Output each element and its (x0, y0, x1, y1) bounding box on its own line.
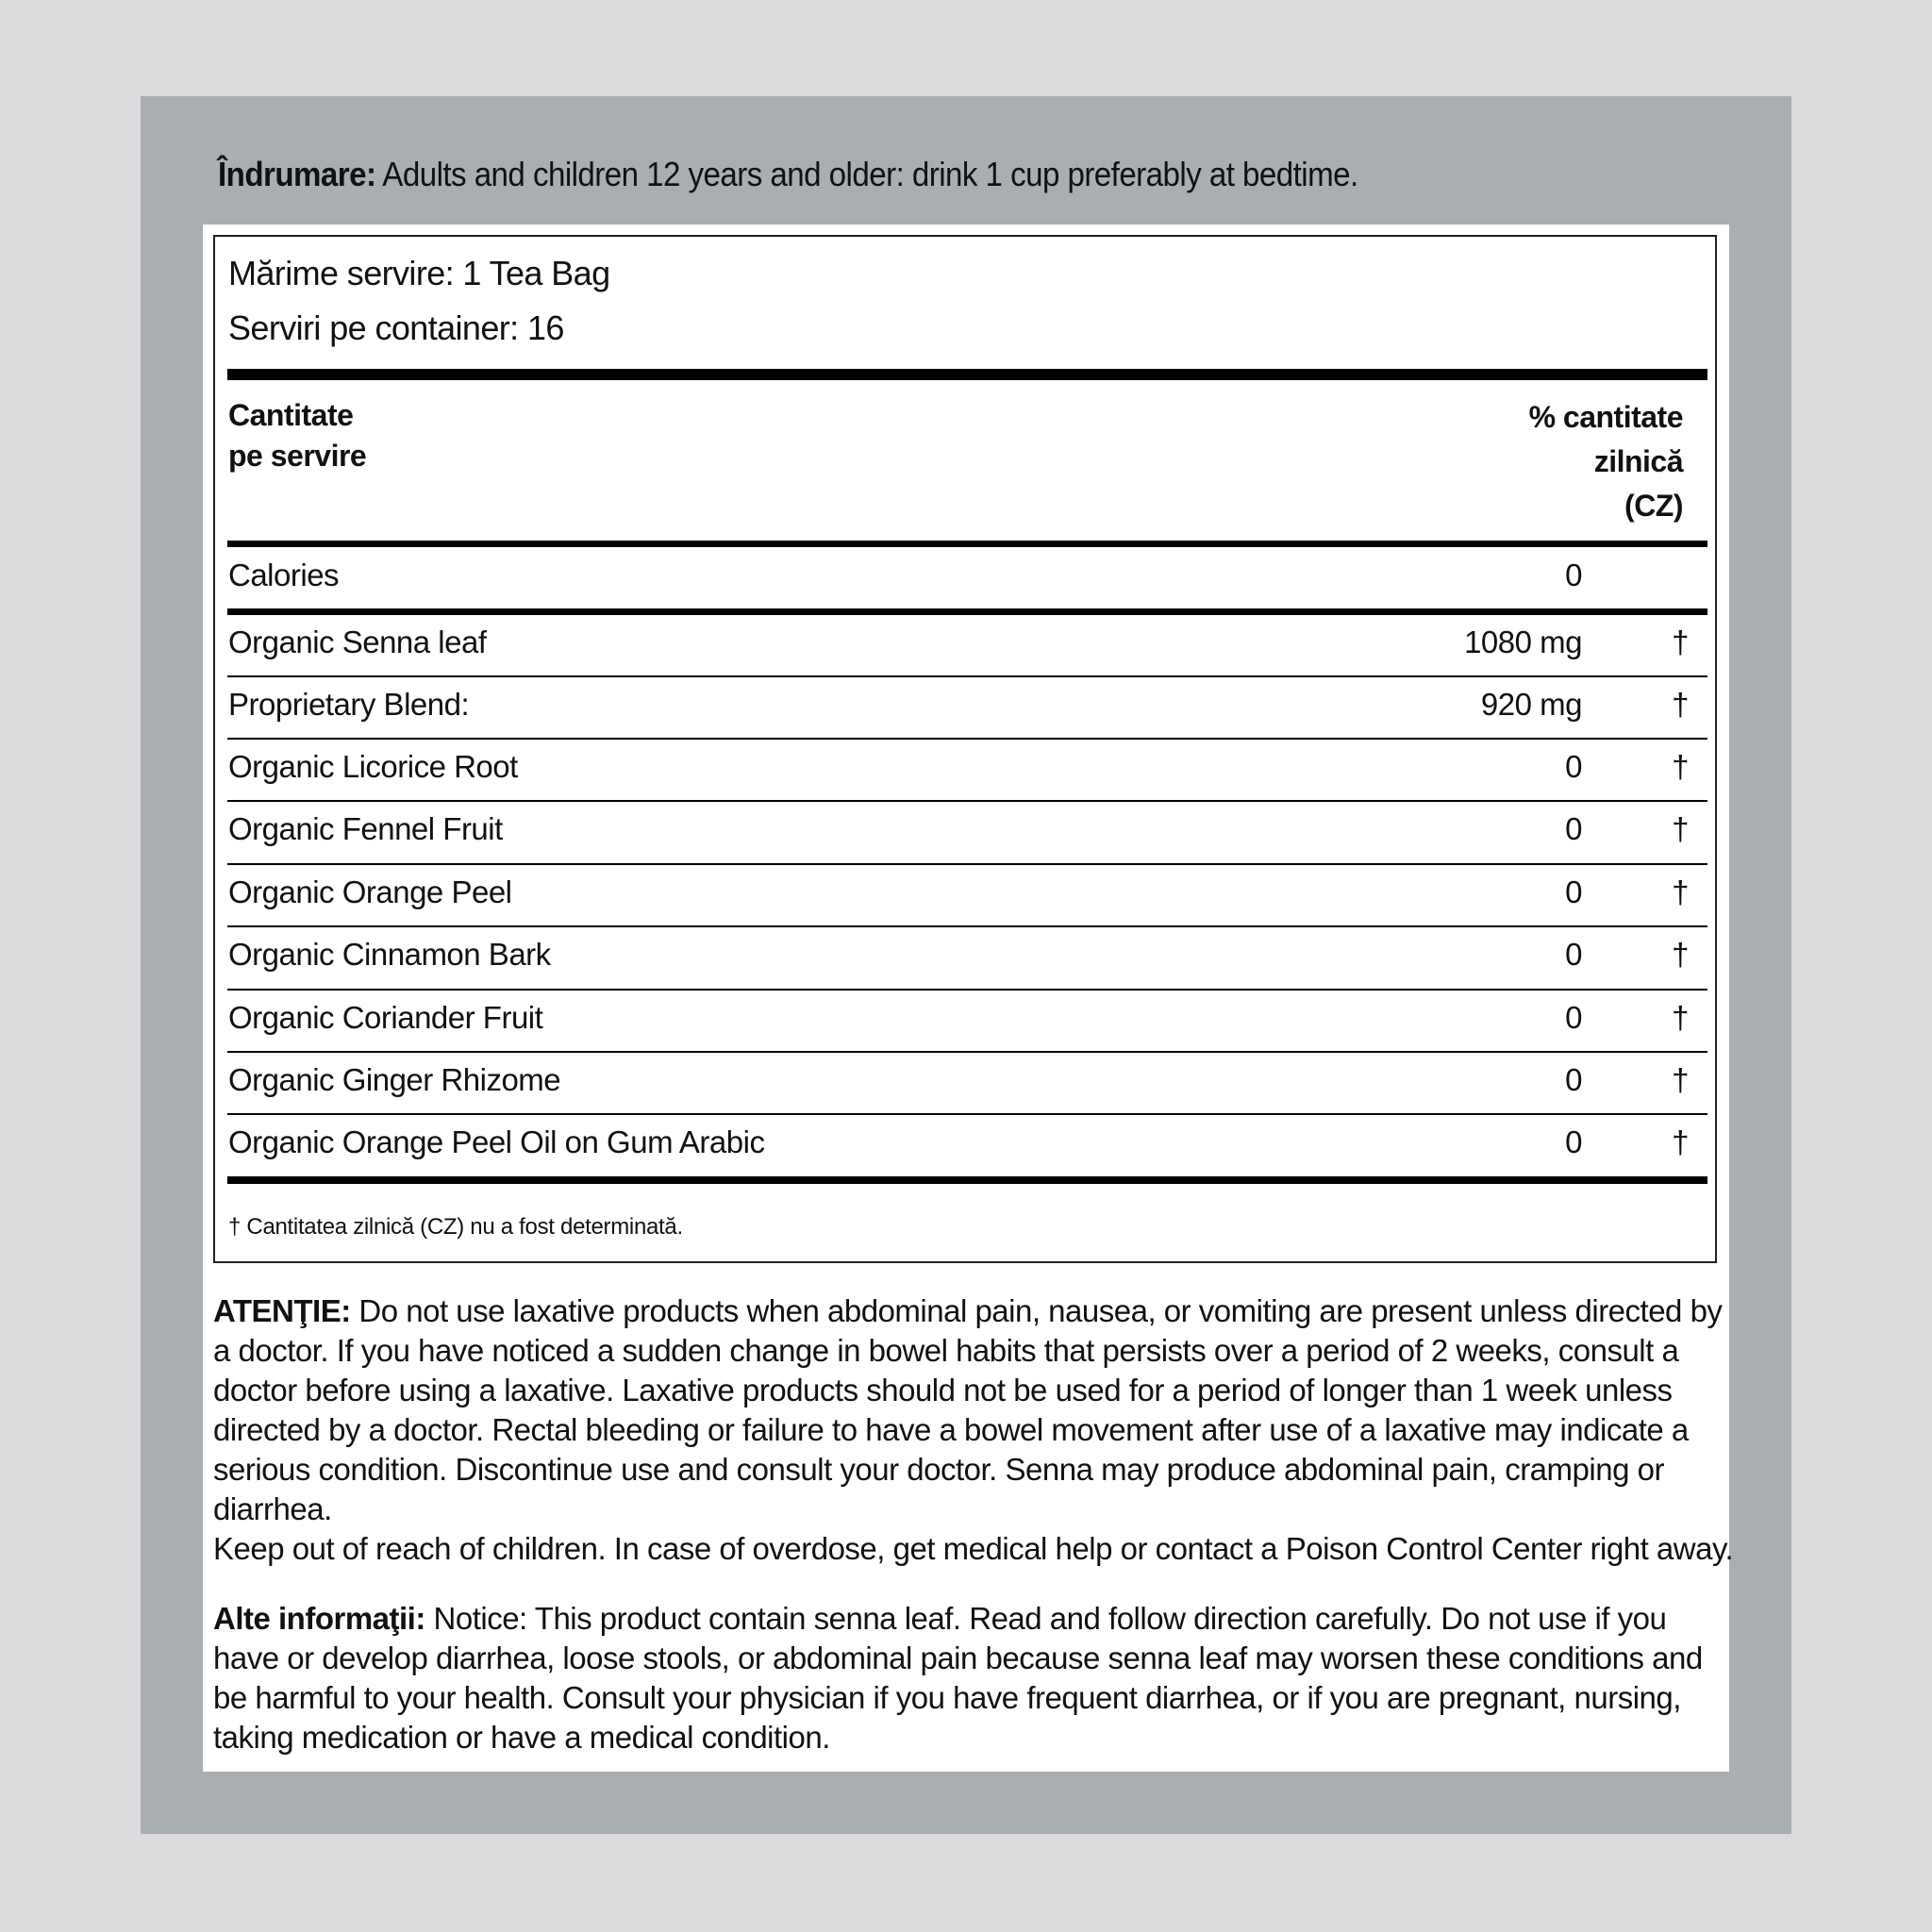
table-row (227, 740, 1707, 800)
table-row (227, 991, 1707, 1051)
keep-out-of-reach: Keep out of reach of children. In case of overdose, get medical help or contact a Poison Control Center right away. (213, 1531, 1734, 1566)
daily-value-header (1529, 395, 1683, 528)
ingredient-name: Organic Orange Peel (228, 874, 512, 909)
ingredient-amount: 0 (1565, 937, 1582, 972)
table-row (227, 865, 1707, 925)
direction-text: Adults and children 12 years and older: drink 1 cup preferably at bedtime. (375, 155, 1358, 193)
warning-paragraph (213, 1291, 1723, 1529)
ingredient-name: Organic Orange Peel Oil on Gum Arabic (228, 1124, 765, 1159)
direction-label: Îndrumare: (218, 155, 376, 193)
other-info-paragraph (213, 1599, 1723, 1757)
ingredient-amount: 0 (1565, 1124, 1582, 1159)
thick-divider (227, 369, 1707, 380)
header-right-line-2: zilnică (1593, 444, 1683, 478)
table-row (227, 927, 1707, 988)
ingredient-dv: † (1672, 874, 1689, 909)
serving-size: Mărime servire: 1 Tea Bag (228, 254, 610, 292)
other-info-label: Alte informaţii: (213, 1601, 425, 1636)
ingredient-name: Organic Senna leaf (228, 625, 487, 659)
ingredient-dv: † (1672, 1062, 1689, 1097)
table-row (227, 548, 1707, 608)
medium-divider (227, 608, 1707, 615)
warning-label: ATENŢIE: (213, 1293, 351, 1328)
ingredient-amount: 0 (1565, 558, 1582, 592)
table-row (227, 1115, 1707, 1175)
other-info-text: Notice: This product contain senna leaf. Read and follow direction carefully. Do not use if you have or develop diarrhea, loose stools, or abdominal pain because senna leaf may worsen these conditions and be harmful to your health. Consult your physician if you have frequent diarrhea, or if you are pregnant, nursing, taking medication or have a medical condition. (213, 1601, 1703, 1755)
ingredient-dv: † (1672, 1000, 1689, 1035)
ingredient-name: Organic Coriander Fruit (228, 1000, 543, 1035)
ingredient-name: Organic Cinnamon Bark (228, 937, 551, 972)
supplement-facts-box (213, 235, 1717, 1263)
ingredient-dv: † (1672, 687, 1689, 722)
ingredient-dv: † (1672, 937, 1689, 972)
daily-value-footnote: † Cantitatea zilnică (CZ) nu a fost determinată. (228, 1214, 683, 1240)
ingredient-dv: † (1672, 811, 1689, 846)
ingredient-amount: 0 (1565, 749, 1582, 784)
header-left-line-1: Cantitate (228, 398, 354, 432)
header-right-line-3: (CZ) (1624, 489, 1683, 523)
thick-divider (227, 1176, 1707, 1184)
table-row (227, 1053, 1707, 1113)
servings-per-container: Serviri pe container: 16 (228, 308, 564, 347)
warning-text: Do not use laxative products when abdominal pain, nausea, or vomiting are present unless directed by a doctor. If you have noticed a sudden change in bowel habits that persists over a period of 2 weeks, consult a doctor before using a laxative. Laxative products should not be used for a period of longer than 1 week unless directed by a doctor. Rectal bleeding or failure to have a bowel movement after use of a laxative may indicate a serious condition. Discontinue use and consult your doctor. Senna may produce abdominal pain, cramping or diarrhea. (213, 1293, 1723, 1526)
medium-divider (227, 541, 1707, 547)
ingredient-dv: † (1672, 1124, 1689, 1159)
ingredient-dv: † (1672, 749, 1689, 784)
table-row (227, 802, 1707, 862)
ingredient-name: Organic Ginger Rhizome (228, 1062, 561, 1097)
header-left-line-2: pe servire (228, 439, 367, 473)
table-row (227, 615, 1707, 675)
ingredient-dv: † (1672, 625, 1689, 659)
ingredient-name: Organic Licorice Root (228, 749, 518, 784)
ingredient-name: Calories (228, 558, 340, 592)
direction-line (218, 151, 1693, 198)
table-row (227, 677, 1707, 738)
ingredient-amount: 0 (1565, 811, 1582, 846)
ingredient-name: Proprietary Blend: (228, 687, 470, 722)
ingredient-amount: 0 (1565, 1000, 1582, 1035)
ingredient-amount: 0 (1565, 874, 1582, 909)
ingredient-amount: 920 mg (1480, 687, 1582, 722)
header-right-line-1: % cantitate (1528, 400, 1683, 434)
amount-per-serving-header (228, 395, 366, 476)
ingredient-amount: 0 (1565, 1062, 1582, 1097)
ingredient-amount: 1080 mg (1464, 625, 1582, 659)
ingredient-name: Organic Fennel Fruit (228, 811, 503, 846)
